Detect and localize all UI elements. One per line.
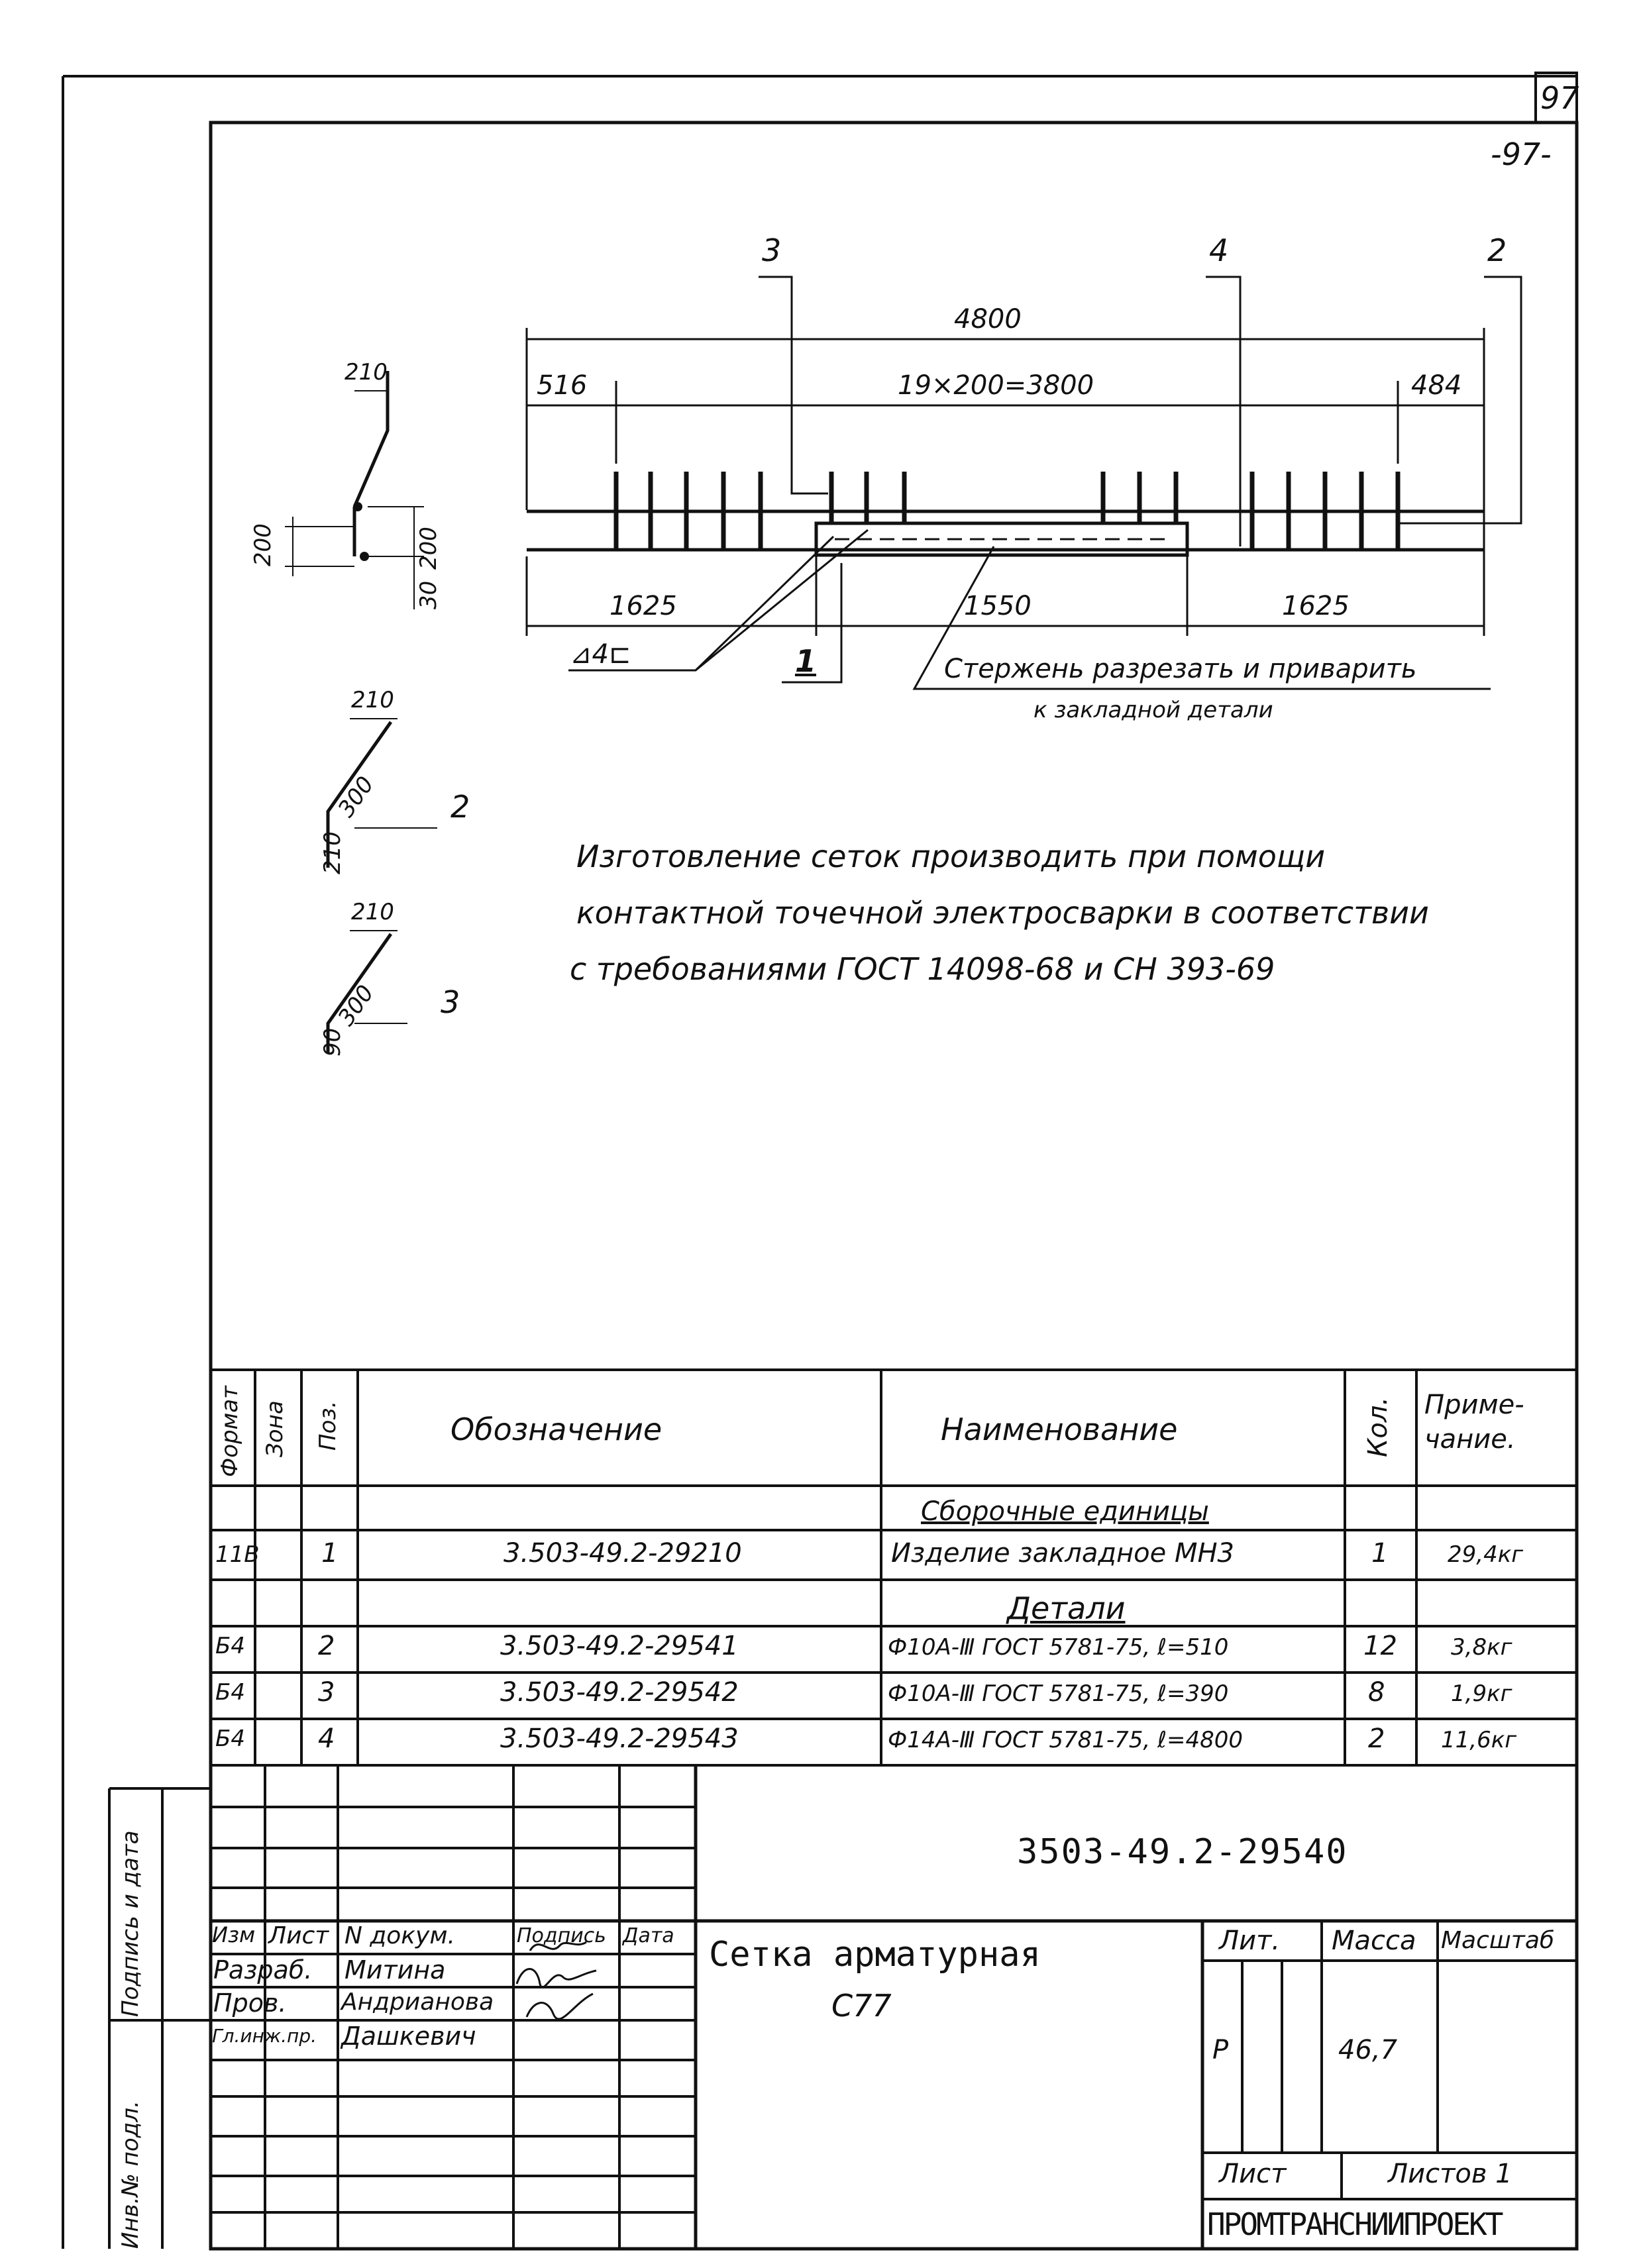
tb-mass-label: Масса xyxy=(1332,1926,1416,1956)
spec-row-4-name: Ф14А-Ⅲ ГОСТ 5781-75, ℓ=4800 xyxy=(888,1727,1244,1753)
spec-row-3-designation: 3.503-49.2-29542 xyxy=(500,1677,739,1708)
spec-row-3-name: Ф10А-Ⅲ ГОСТ 5781-75, ℓ=390 xyxy=(888,1680,1229,1707)
spec-row-1-name: Изделие закладное МН3 xyxy=(891,1538,1235,1569)
tb-org: ПРОМТРАНСНИИПРОЕКТ xyxy=(1207,2206,1502,2242)
bar3-h: 90 xyxy=(319,1027,346,1057)
pos-label-3: 3 xyxy=(762,232,782,268)
bar1-h-right: 200 xyxy=(415,527,442,570)
spec-row-3-pos: 3 xyxy=(318,1677,335,1708)
tb-mass-value: 46,7 xyxy=(1338,2035,1398,2065)
spec-header-zone: Зона xyxy=(262,1400,288,1457)
spec-header-pos: Поз. xyxy=(315,1400,341,1451)
pos-label-1: 1 xyxy=(795,643,817,679)
side-stamp-inv-no: Инв.№ подл. xyxy=(117,2100,144,2249)
tb-col-date: Дата xyxy=(623,1924,674,1947)
spec-row-4-note: 11,6кг xyxy=(1441,1727,1517,1753)
spec-row-2-note: 3,8кг xyxy=(1451,1634,1512,1661)
spec-header-designation: Обозначение xyxy=(450,1412,662,1447)
signature-glinzh xyxy=(527,1994,593,2019)
dim-overall: 4800 xyxy=(954,304,1022,335)
bar3-label: 3 xyxy=(441,984,460,1020)
bar3-width: 210 xyxy=(351,899,394,925)
spec-section-details: Детали xyxy=(1007,1590,1126,1626)
general-note-line1: Изготовление сеток производить при помощи xyxy=(576,839,1326,874)
pos-label-4: 4 xyxy=(1209,232,1229,268)
spec-row-3-note: 1,9кг xyxy=(1451,1680,1512,1707)
tb-role-3: Гл.инж.пр. xyxy=(212,2025,317,2047)
dim-spacing: 19×200=3800 xyxy=(898,370,1094,401)
spec-header-qty: Кол. xyxy=(1363,1396,1393,1457)
tb-col-sign: Подпись xyxy=(517,1924,606,1947)
spec-header-note: Приме- чание. xyxy=(1424,1390,1524,1455)
spec-header-name: Наименование xyxy=(941,1412,1178,1447)
dim-seg-left: 1625 xyxy=(610,591,677,621)
tb-sheet-label: Лист xyxy=(1219,2159,1287,2189)
spec-row-4-qty: 2 xyxy=(1368,1724,1385,1754)
bar2-h: 210 xyxy=(319,831,346,874)
dim-seg-right: 1625 xyxy=(1282,591,1350,621)
doc-title-line1: Сетка арматурная xyxy=(709,1935,1041,1975)
note-cut-line2: к закладной детали xyxy=(1034,697,1273,723)
sheet-number-handwritten: -97- xyxy=(1491,136,1552,172)
spec-row-4-pos: 4 xyxy=(318,1724,335,1754)
spec-row-1-designation: 3.503-49.2-29210 xyxy=(504,1538,742,1569)
tb-col-izm: Изм xyxy=(212,1922,256,1947)
spec-row-1-pos: 1 xyxy=(321,1538,339,1569)
tb-name-2: Андрианова xyxy=(341,1988,494,2016)
weld-symbol: ⊿4⊏ xyxy=(570,639,631,670)
bar3-diag: 300 xyxy=(333,980,380,1031)
bar2-width: 210 xyxy=(351,687,394,713)
bar1-h-left: 200 xyxy=(250,523,276,566)
tb-name-1: Митина xyxy=(344,1955,446,1984)
tb-role-1: Разраб. xyxy=(213,1955,313,1984)
signature-prov xyxy=(517,1969,596,1988)
sheet-number: 97 xyxy=(1540,80,1579,116)
dim-left-end: 516 xyxy=(537,370,588,401)
spec-header-format: Формат xyxy=(217,1386,243,1477)
spec-row-1-qty: 1 xyxy=(1371,1538,1389,1569)
spec-row-1-format: 11В xyxy=(215,1541,260,1568)
spec-row-4-format: Б4 xyxy=(215,1726,245,1752)
tb-col-list: Лист xyxy=(268,1922,329,1949)
tb-role-2: Пров. xyxy=(213,1988,287,2018)
side-stamp-sign-date: Подпись и дата xyxy=(117,1830,144,2017)
tb-name-3: Дашкевич xyxy=(341,2022,476,2051)
tb-col-ndoc: N докум. xyxy=(344,1922,455,1949)
note-cut-line1: Стержень разрезать и приварить xyxy=(944,654,1417,684)
tb-sheets-label: Листов 1 xyxy=(1388,2159,1512,2189)
doc-number: 3503-49.2-29540 xyxy=(1017,1832,1348,1872)
spec-row-2-format: Б4 xyxy=(215,1633,245,1659)
bar1-offset: 30 xyxy=(415,580,442,609)
bar2-diag: 300 xyxy=(333,772,380,823)
general-note-line2: контактной точечной электросварки в соответствии xyxy=(576,895,1429,931)
spec-row-1-note: 29,4кг xyxy=(1448,1541,1524,1568)
spec-row-2-pos: 2 xyxy=(318,1631,335,1661)
dim-seg-mid: 1550 xyxy=(964,591,1032,621)
tb-lit-value: Р xyxy=(1212,2035,1229,2065)
dim-right-end: 484 xyxy=(1411,370,1462,401)
spec-row-2-name: Ф10А-Ⅲ ГОСТ 5781-75, ℓ=510 xyxy=(888,1634,1229,1661)
pos-label-2: 2 xyxy=(1487,232,1507,268)
bar1-width: 210 xyxy=(344,359,388,386)
spec-row-2-qty: 12 xyxy=(1363,1631,1397,1661)
tb-scale-label: Масштаб xyxy=(1441,1927,1555,1954)
spec-section-assemblies: Сборочные единицы xyxy=(921,1496,1209,1527)
spec-row-3-qty: 8 xyxy=(1368,1677,1385,1708)
spec-row-4-designation: 3.503-49.2-29543 xyxy=(500,1724,739,1754)
general-note-line3: с требованиями ГОСТ 14098-68 и СН 393-69 xyxy=(570,951,1275,987)
spec-row-2-designation: 3.503-49.2-29541 xyxy=(500,1631,739,1661)
doc-title-line2: С77 xyxy=(831,1988,892,2024)
spec-row-3-format: Б4 xyxy=(215,1679,245,1706)
bar2-label: 2 xyxy=(450,789,470,825)
tb-lit-label: Лит. xyxy=(1219,1926,1281,1956)
